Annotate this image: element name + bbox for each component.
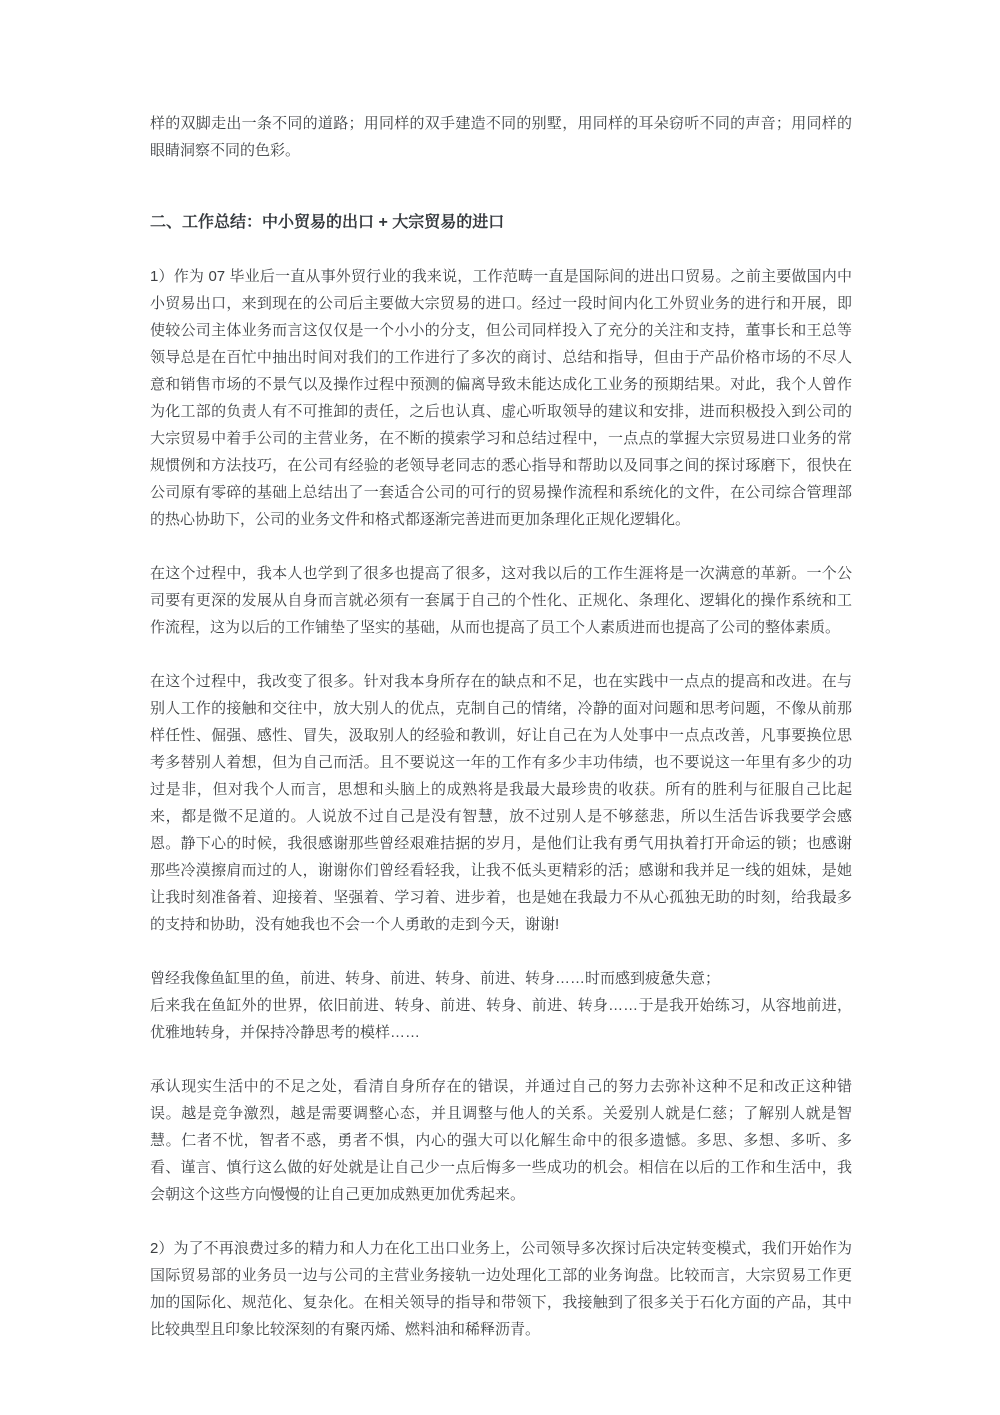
poem-line-2: 后来我在鱼缸外的世界，依旧前进、转身、前进、转身、前进、转身……于是我开始练习，从容地前进，优雅地转身，并保持冷静思考的模样…… [150,997,852,1041]
paragraph-personal-change: 在这个过程中，我改变了很多。针对我本身所存在的缺点和不足，也在实践中一点点的提高和改进。在与别人工作的接触和交往中，放大别人的优点，克制自己的情绪，冷静的面对问题和思考问题，不像从前那样任性、倔强、感性、冒失，汲取别人的经验和教训，好让自己在为人处事中一点点改善，凡事要换位思考多替别人着想，但为自己而活。且不要说这一年的工作有多少丰功伟绩，也不要说这一年里有多少的功过是非，但对我个人而言，思想和头脑上的成熟将是我最大最珍贵的收获。所有的胜利与征服自己比起来，都是微不足道的。人说放不过自己是没有智慧，放不过别人是不够慈悲，所以生活告诉我要学会感恩。静下心的时候，我很感谢那些曾经艰难拮据的岁月，是他们让我有勇气用执着打开命运的锁；也感谢那些冷漠擦肩而过的人，谢谢你们曾经看轻我，让我不低头更精彩的活；感谢和我并足一线的姐妹，是她让我时刻准备着、迎接着、坚强着、学习着、进步着，也是她在我最力不从心孤独无助的时刻，给我最多的支持和协助，没有她我也不会一个人勇敢的走到今天，谢谢! [150,673,852,933]
paragraph-item-1: 1）作为 07 毕业后一直从事外贸行业的我来说，工作范畴一直是国际间的进出口贸易。之前主要做国内中小贸易出口，来到现在的公司后主要做大宗贸易的进口。经过一段时间内化工外贸业务的进行和开展，即使较公司主体业务而言这仅仅是一个小小的分支，但公司同样投入了充分的关注和支持，董事长和王总等领导总是在百忙中抽出时间对我们的工作进行了多次的商讨、总结和指导，但由于产品价格市场的不尽人意和销售市场的不景气以及操作过程中预测的偏离导致未能达成化工业务的预期结果。对此，我个人曾作为化工部的负责人有不可推卸的责任，之后也认真、虚心听取领导的建议和安排，进而积极投入到公司的大宗贸易中着手公司的主营业务，在不断的摸索学习和总结过程中，一点点的掌握大宗贸易进口业务的常规惯例和方法技巧，在公司有经验的老领导老同志的悉心指导和帮助以及同事之间的探讨琢磨下，很快在公司原有零碎的基础上总结出了一套适合公司的可行的贸易操作流程和系统化的文件，在公司综合管理部的热心协助下，公司的业务文件和格式都逐渐完善进而更加条理化正规化逻辑化。 [150,268,852,528]
paragraph-self-reflection: 承认现实生活中的不足之处，看清自身所存在的错误，并通过自己的努力去弥补这种不足和改正这种错误。越是竞争激烈，越是需要调整心态，并且调整与他人的关系。关爱别人就是仁慈；了解别人就是智慧。仁者不忧，智者不惑，勇者不惧，内心的强大可以化解生命中的很多遗憾。多思、多想、多听、多看、谨言、慎行这么做的好处就是让自己少一点后悔多一些成功的机会。相信在以后的工作和生活中，我会朝这个这些方向慢慢的让自己更加成熟更加优秀起来。 [150,1078,852,1203]
section-heading-work-summary: 二、工作总结：中小贸易的出口 + 大宗贸易的进口 [150,214,505,231]
paragraph-item-2: 2）为了不再浪费过多的精力和人力在化工出口业务上，公司领导多次探讨后决定转变模式，我们开始作为国际贸易部的业务员一边与公司的主营业务接轨一边处理化工部的业务询盘。比较而言，大宗贸易工作更加的国际化、规范化、复杂化。在相关领导的指导和带领下，我接触到了很多关于石化方面的产品，其中比较典型且印象比较深刻的有聚丙烯、燃料油和稀释沥青。 [150,1240,852,1338]
paragraph-fishtank-metaphor [150,965,852,1046]
paragraph-company-growth: 在这个过程中，我本人也学到了很多也提高了很多，这对我以后的工作生涯将是一次满意的革新。一个公司要有更深的发展从自身而言就必须有一套属于自己的个性化、正规化、条理化、逻辑化的操作系统和工作流程，这为以后的工作铺垫了坚实的基础，从而也提高了员工个人素质进而也提高了公司的整体素质。 [150,565,852,636]
poem-line-1: 曾经我像鱼缸里的鱼，前进、转身、前进、转身、前进、转身……时而感到疲惫失意； [150,970,721,987]
paragraph-intro-continuation: 样的双脚走出一条不同的道路；用同样的双手建造不同的别墅，用同样的耳朵窃听不同的声音；用同样的眼睛洞察不同的色彩。 [150,115,852,159]
